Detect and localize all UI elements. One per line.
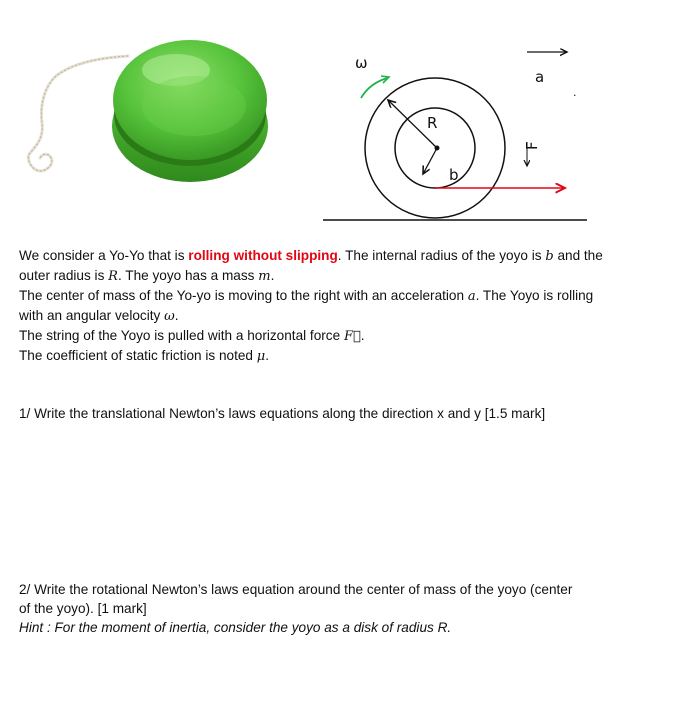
a-label: a [535, 68, 545, 86]
intro-line-1: We consider a Yo-Yo that is rolling without slipping. The internal radius of the yoyo is b and the [19, 248, 603, 264]
radius-b-arrow [423, 148, 437, 174]
question-1 [19, 404, 679, 423]
intro-line-2: outer radius is R. The yoyo has a mass m. [19, 268, 275, 284]
intro-line-3: The center of mass of the Yo-yo is moving to the right with an acceleration a. The Yoyo is rolling [19, 288, 594, 304]
b-label: b [449, 166, 459, 184]
question-2 [19, 580, 679, 637]
intro-line-6: The coefficient of static friction is noted μ. [19, 348, 269, 364]
question-2-hint: Hint : For the moment of inertia, consider the yoyo as a disk of radius R. [19, 620, 452, 635]
question-1-text: 1/ Write the translational Newton’s laws equations along the direction x and y [1.5 mark] [19, 406, 546, 421]
svg-text:.: . [573, 86, 577, 99]
question-2-line-1: 2/ Write the rotational Newton’s laws equation around the center of mass of the yoyo (center [19, 582, 573, 597]
intro-line-5: The string of the Yoyo is pulled with a horizontal force F⃗. [19, 328, 365, 344]
omega-label: ω [355, 54, 368, 72]
omega-arc [361, 78, 387, 98]
question-2-line-2: of the yoyo). [1 mark] [19, 601, 147, 616]
yoyo-photo [18, 18, 298, 198]
intro-line-4: with an angular velocity ω. [19, 308, 179, 324]
R-label: R [427, 114, 438, 132]
problem-statement [19, 246, 679, 366]
figure-row [0, 0, 694, 235]
yoyo-diagram [315, 30, 605, 230]
F-label: F [523, 141, 541, 150]
string-line [28, 56, 128, 171]
